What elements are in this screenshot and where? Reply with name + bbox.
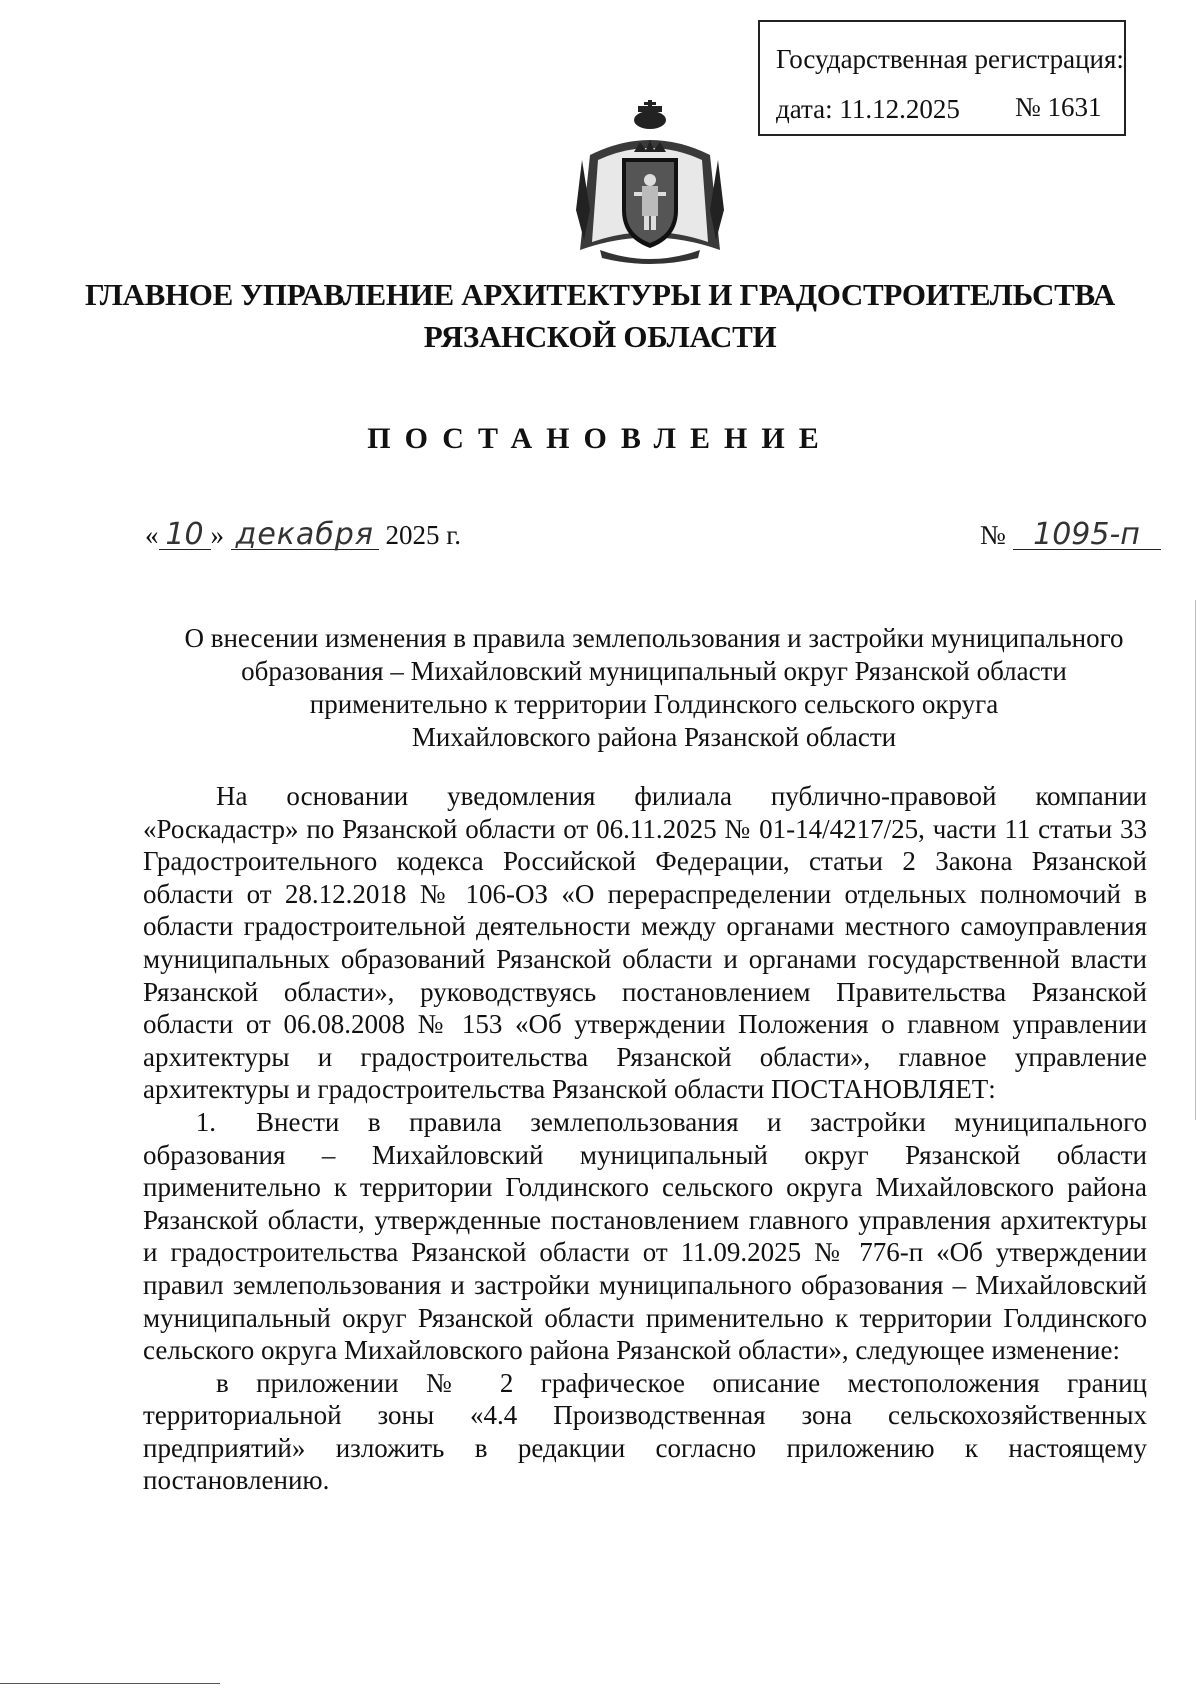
- subject-line3: применительно к территории Голдинского сельского округа: [309, 689, 999, 719]
- date-close-quote: »: [210, 520, 224, 550]
- document-number: [980, 517, 1161, 552]
- organization-title-line2: РЯЗАНСКОЙ ОБЛАСТИ: [423, 319, 777, 354]
- subject-line2: образования – Михайловский муниципальный округ Рязанской области: [241, 656, 1067, 686]
- scan-edge-line: [0, 1683, 220, 1684]
- document-type-heading: ПОСТАНОВЛЕНИЕ: [367, 422, 833, 455]
- subject-line4: Михайловского района Рязанской области: [411, 722, 897, 752]
- item-1-paragraph: [143, 1106, 1147, 1367]
- handwritten-number: 1095-п: [1013, 521, 1161, 550]
- preamble-paragraph: На основании уведомления филиала публично-правовой компании «Роскадастр» по Рязанской области от 06.11.2025 № 01-14/4217/25, части 11 статьи 33 Градостроительного кодекса Российской Федерации, статьи 2 Закона Рязанской области от 28.12.2018 № 106-ОЗ «О перераспределении отдельных полномочий в области градостроительной деятельности между органами местного самоуправления муниципальных образований Рязанской области и органами государственной власти Рязанской области», руководствуясь постановлением Правительства Рязанской области от 06.08.2008 № 153 «Об утверждении Положения о главном управлении архитектуры и градостроительства Рязанской области», главное управление архитектуры и градостроительства Рязанской области ПОСТАНОВЛЯЕТ:: [143, 781, 1147, 1105]
- registration-stamp: [758, 20, 1126, 136]
- handwritten-day: 10: [159, 521, 211, 550]
- date-year: 2025 г.: [385, 520, 462, 550]
- document-date: [145, 517, 462, 552]
- handwritten-month: декабря: [231, 521, 379, 550]
- organization-title-line1: ГЛАВНОЕ УПРАВЛЕНИЕ АРХИТЕКТУРЫ И ГРАДОСТРОИТЕЛЬСТВА: [84, 277, 1115, 312]
- registration-title: Государственная регистрация:: [776, 44, 1124, 74]
- document-subject: [120, 622, 1188, 754]
- page-edge-line: [1195, 600, 1196, 1120]
- ryazan-oblast-coat-of-arms-icon: [570, 100, 730, 270]
- date-open-quote: «: [145, 520, 159, 550]
- item-1-number: 1.: [195, 1106, 216, 1137]
- organization-title: [0, 274, 1200, 358]
- number-prefix: №: [980, 520, 1006, 550]
- document-body: [143, 780, 1147, 1497]
- subject-line1: О внесении изменения в правила землепользования и застройки муниципального: [184, 623, 1124, 653]
- item-1-change-paragraph: в приложении № 2 графическое описание местоположения границ территориальной зоны «4.4 Производственная зона сельскохозяйственных предприятий» изложить в редакции согласно приложению к настоящему постановлению.: [143, 1367, 1147, 1496]
- registration-number: № 1631: [1015, 92, 1102, 122]
- item-1-text: Внести в правила землепользования и застройки муниципального образования – Михайловский муниципальный округ Рязанской области применительно к территории Голдинского сельского округа Михайловского района Рязанской области, утвержденные постановлением главного управления архитектуры и градостроительства Рязанской области от 11.09.2025 № 776-п «Об утверждении правил землепользования и застройки муниципального образования – Михайловский муниципальный округ Рязанской области применительно к территории Голдинского сельского округа Михайловского района Рязанской области», следующее изменение:: [143, 1106, 1147, 1366]
- registration-date: дата: 11.12.2025: [776, 94, 960, 124]
